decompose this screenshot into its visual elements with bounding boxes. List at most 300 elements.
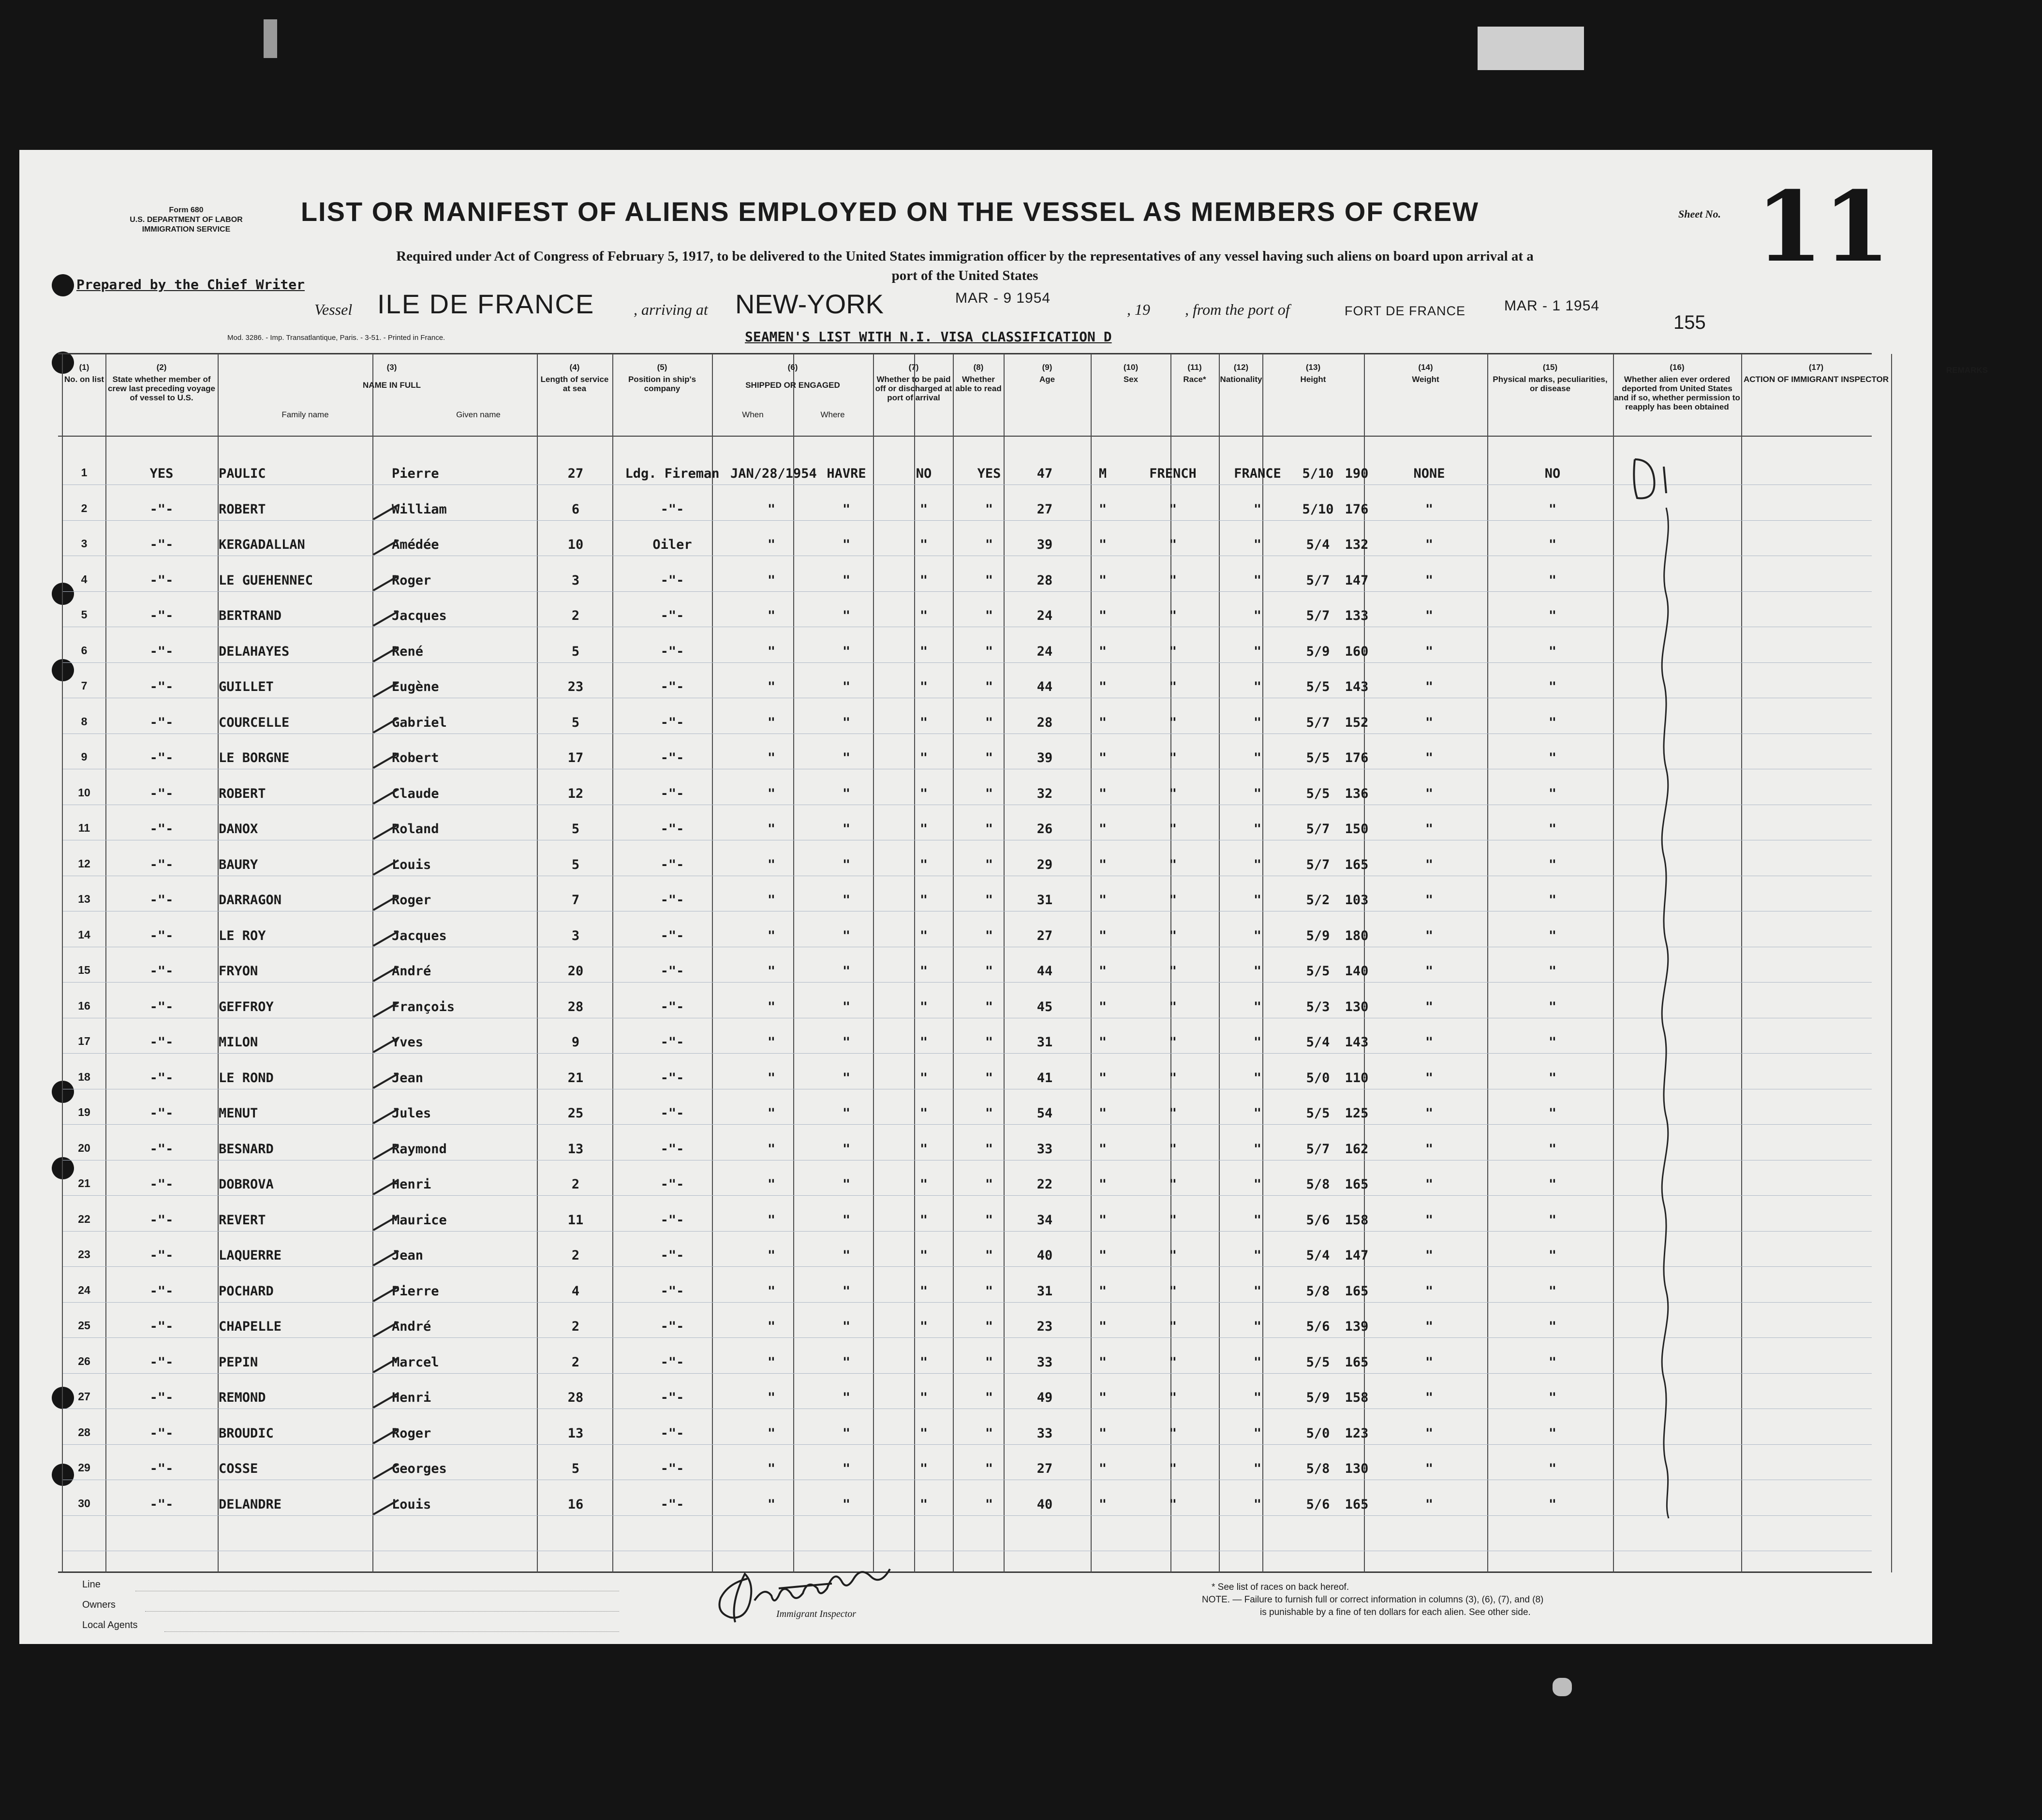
cell-when: " xyxy=(767,822,776,837)
check-mark-icon xyxy=(371,1498,400,1517)
cell-no: 6 xyxy=(81,644,88,657)
cell-sex: " xyxy=(1098,715,1107,730)
cell-marks: " xyxy=(1425,1248,1434,1263)
year-label: , 19 xyxy=(1127,301,1150,318)
cell-where: " xyxy=(842,964,851,979)
cell-prev: -"- xyxy=(149,1283,174,1299)
cell-race: " xyxy=(1169,1390,1177,1405)
cell-read: " xyxy=(985,537,993,552)
cell-weight: 160 xyxy=(1345,644,1369,659)
cell-race: " xyxy=(1169,1035,1177,1050)
check-mark-icon xyxy=(371,538,400,558)
cell-nationality: " xyxy=(1253,679,1262,694)
column-number: (5) xyxy=(657,363,667,372)
column-label: ACTION OF IMMIGRANT INSPECTOR xyxy=(1743,375,1889,384)
cell-service: 5 xyxy=(571,644,580,659)
from-port: FORT DE FRANCE xyxy=(1345,304,1466,318)
cell-prev: -"- xyxy=(149,501,174,517)
column-subheader: Given name xyxy=(456,410,501,419)
cell-position: -"- xyxy=(660,679,684,694)
cell-height: 5/10 xyxy=(1302,501,1334,517)
cell-service: 2 xyxy=(571,1248,580,1263)
cell-height: 5/7 xyxy=(1306,572,1330,588)
column-number: (3) xyxy=(386,363,397,372)
cell-given: Yves xyxy=(392,1035,424,1050)
cell-race: " xyxy=(1169,1497,1177,1512)
cell-nationality: " xyxy=(1253,572,1262,588)
cell-nationality: " xyxy=(1253,501,1262,517)
column-number: (15) xyxy=(1542,363,1558,372)
cell-deported: " xyxy=(1548,1283,1557,1299)
cell-position: -"- xyxy=(660,750,684,765)
cell-family: LE GUEHENNEC xyxy=(219,572,313,588)
cell-weight: 165 xyxy=(1345,1177,1369,1192)
header-rule xyxy=(58,353,1872,354)
cell-given: Louis xyxy=(392,857,431,872)
check-mark-icon xyxy=(371,1285,400,1304)
cell-marks: " xyxy=(1425,1425,1434,1441)
prepared-by: Prepared by the Chief Writer xyxy=(76,277,305,293)
owners-label: Owners xyxy=(82,1600,116,1610)
cell-deported: " xyxy=(1548,1177,1557,1192)
cell-height: 5/5 xyxy=(1306,1354,1330,1370)
form-number: Form 680 xyxy=(169,206,204,214)
cell-when: " xyxy=(767,1177,776,1192)
cell-service: 5 xyxy=(571,1461,580,1476)
check-mark-icon xyxy=(371,1071,400,1091)
cell-weight: 176 xyxy=(1345,501,1369,517)
cell-marks: " xyxy=(1425,822,1434,837)
cell-no: 27 xyxy=(78,1390,90,1403)
cell-sex: " xyxy=(1098,644,1107,659)
cell-height: 5/2 xyxy=(1306,893,1330,908)
cell-nationality: " xyxy=(1253,1141,1262,1157)
cell-given: Jean xyxy=(392,1070,424,1086)
cell-where: " xyxy=(842,1390,851,1405)
cell-age: 32 xyxy=(1036,786,1053,801)
check-mark-icon xyxy=(371,1249,400,1268)
requirement-line-2: port of the United States xyxy=(891,268,1038,283)
cell-service: 3 xyxy=(571,928,580,943)
cell-service: 12 xyxy=(567,786,584,801)
cell-family: LE ROND xyxy=(219,1070,274,1086)
cell-sex: " xyxy=(1098,786,1107,801)
cell-weight: 110 xyxy=(1345,1070,1369,1086)
cell-height: 5/8 xyxy=(1306,1177,1330,1192)
cell-age: 34 xyxy=(1036,1212,1053,1228)
cell-deported: NO xyxy=(1544,466,1561,481)
cell-marks: " xyxy=(1425,893,1434,908)
cell-when: " xyxy=(767,857,776,872)
cell-marks: " xyxy=(1425,857,1434,872)
cell-prev: -"- xyxy=(149,822,174,837)
cell-no: 5 xyxy=(81,608,88,621)
cell-paid-off: " xyxy=(919,537,928,552)
cell-position: -"- xyxy=(660,572,684,588)
check-mark-icon xyxy=(371,929,400,949)
cell-no: 7 xyxy=(81,679,88,692)
cell-position: -"- xyxy=(660,501,684,517)
cell-where: " xyxy=(842,1497,851,1512)
cell-deported: " xyxy=(1548,750,1557,765)
cell-race: " xyxy=(1169,1283,1177,1299)
check-mark-icon xyxy=(371,574,400,593)
cell-nationality: " xyxy=(1253,964,1262,979)
cell-age: 47 xyxy=(1036,466,1053,481)
column-label: Whether to be paid off or discharged at port of arrival xyxy=(875,375,952,402)
cell-read: " xyxy=(985,608,993,623)
cell-paid-off: " xyxy=(919,572,928,588)
cell-weight: 147 xyxy=(1345,1248,1369,1263)
check-mark-icon xyxy=(371,822,400,842)
cell-read: " xyxy=(985,822,993,837)
cell-position: -"- xyxy=(660,857,684,872)
cell-read: " xyxy=(985,1283,993,1299)
cell-height: 5/0 xyxy=(1306,1070,1330,1086)
cell-paid-off: " xyxy=(919,822,928,837)
column-number: (2) xyxy=(156,363,167,372)
cell-given: Henri xyxy=(392,1177,431,1192)
row-rule xyxy=(63,1444,1872,1445)
cell-deported: " xyxy=(1548,1035,1557,1050)
column-label: No. on list xyxy=(64,375,104,384)
cell-height: 5/7 xyxy=(1306,857,1330,872)
row-rule xyxy=(63,1266,1872,1267)
row-rule xyxy=(63,1337,1872,1338)
column-divider xyxy=(1170,354,1171,1572)
cell-height: 5/7 xyxy=(1306,822,1330,837)
cell-sex: " xyxy=(1098,501,1107,517)
cell-sex: M xyxy=(1098,466,1107,481)
column-number: (12) xyxy=(1233,363,1249,372)
column-divider xyxy=(1091,354,1092,1572)
cell-no: 4 xyxy=(81,572,88,586)
cell-no: 9 xyxy=(81,750,88,763)
cell-race: " xyxy=(1169,644,1177,659)
cell-sex: " xyxy=(1098,1212,1107,1228)
cell-marks: " xyxy=(1425,715,1434,730)
cell-weight: 130 xyxy=(1345,999,1369,1014)
cell-family: BAURY xyxy=(219,857,258,872)
cell-race: " xyxy=(1169,1212,1177,1228)
column-header xyxy=(1742,363,1890,384)
cell-weight: 125 xyxy=(1345,1106,1369,1121)
check-mark-icon xyxy=(371,1320,400,1339)
department-name: U.S. DEPARTMENT OF LABOR xyxy=(130,216,243,224)
cell-read: " xyxy=(985,501,993,517)
cell-nationality: " xyxy=(1253,1212,1262,1228)
cell-deported: " xyxy=(1548,1425,1557,1441)
check-mark-icon xyxy=(371,1107,400,1126)
column-label: NAME IN FULL xyxy=(363,381,421,390)
row-rule xyxy=(63,1053,1872,1054)
cell-paid-off: " xyxy=(919,1106,928,1121)
cell-position: -"- xyxy=(660,928,684,943)
cell-marks: " xyxy=(1425,964,1434,979)
check-mark-icon xyxy=(371,1214,400,1233)
cell-given: André xyxy=(392,1319,431,1334)
column-header xyxy=(1092,363,1170,384)
cell-age: 33 xyxy=(1036,1141,1053,1157)
cell-paid-off: " xyxy=(919,1035,928,1050)
cell-marks: " xyxy=(1425,1461,1434,1476)
sheet-number: 11 xyxy=(1756,170,1891,284)
cell-action xyxy=(1614,452,1740,474)
cell-height: 5/5 xyxy=(1306,750,1330,765)
cell-read: " xyxy=(985,1354,993,1370)
cell-age: 24 xyxy=(1036,644,1053,659)
cell-nationality: " xyxy=(1253,1177,1262,1192)
cell-where: " xyxy=(842,1248,851,1263)
cell-read: " xyxy=(985,1248,993,1263)
cell-no: 19 xyxy=(78,1106,90,1118)
cell-position: -"- xyxy=(660,1035,684,1050)
cell-service: 13 xyxy=(567,1141,584,1157)
cell-family: DARRAGON xyxy=(219,893,282,908)
cell-service: 5 xyxy=(571,715,580,730)
cell-when: JAN/28/1954 xyxy=(730,466,817,481)
cell-prev: -"- xyxy=(149,572,174,588)
cell-prev: -"- xyxy=(149,1141,174,1157)
cell-race: " xyxy=(1169,857,1177,872)
cell-nationality: " xyxy=(1253,1354,1262,1370)
cell-prev: -"- xyxy=(149,537,174,552)
cell-sex: " xyxy=(1098,1106,1107,1121)
cell-service: 7 xyxy=(571,893,580,908)
cell-family: BROUDIC xyxy=(219,1425,274,1441)
check-mark-icon xyxy=(371,716,400,735)
column-label: Physical marks, peculiarities, or disease xyxy=(1493,375,1608,393)
column-subheader: Family name xyxy=(281,410,329,419)
cell-paid-off: " xyxy=(919,1141,928,1157)
cell-nationality: FRANCE xyxy=(1234,466,1281,481)
check-mark-icon xyxy=(371,965,400,984)
cell-height: 5/0 xyxy=(1306,1425,1330,1441)
arrival-date: MAR - 9 1954 xyxy=(955,290,1051,306)
cell-family: MILON xyxy=(219,1035,258,1050)
cell-weight: 143 xyxy=(1345,1035,1369,1050)
cell-given: Marcel xyxy=(392,1354,439,1370)
cell-weight: 143 xyxy=(1345,679,1369,694)
cell-position: -"- xyxy=(660,999,684,1014)
cell-age: 44 xyxy=(1036,964,1053,979)
cell-position: -"- xyxy=(660,1354,684,1370)
cell-read: " xyxy=(985,679,993,694)
cell-given: François xyxy=(392,999,455,1014)
check-mark-icon xyxy=(371,1356,400,1375)
cell-position: -"- xyxy=(660,822,684,837)
cell-where: " xyxy=(842,1354,851,1370)
cell-family: CHAPELLE xyxy=(219,1319,282,1334)
line-label: Line xyxy=(82,1579,101,1590)
cell-where: " xyxy=(842,857,851,872)
cell-sex: " xyxy=(1098,1497,1107,1512)
cell-no: 15 xyxy=(78,964,90,976)
cell-prev: -"- xyxy=(149,857,174,872)
cell-paid-off: " xyxy=(919,1319,928,1334)
cell-when: " xyxy=(767,1035,776,1050)
cell-marks: NONE xyxy=(1413,466,1445,481)
cell-nationality: " xyxy=(1253,1425,1262,1441)
column-divider xyxy=(372,354,373,1572)
column-header xyxy=(63,363,105,384)
cell-height: 5/4 xyxy=(1306,1248,1330,1263)
check-mark-icon xyxy=(371,858,400,878)
cell-age: 54 xyxy=(1036,1106,1053,1121)
cell-when: " xyxy=(767,893,776,908)
cell-sex: " xyxy=(1098,572,1107,588)
cell-height: 5/6 xyxy=(1306,1212,1330,1228)
row-rule xyxy=(63,484,1872,485)
cell-where: " xyxy=(842,786,851,801)
cell-deported: " xyxy=(1548,572,1557,588)
row-rule xyxy=(63,1231,1872,1232)
cell-service: 28 xyxy=(567,1390,584,1405)
cell-where: " xyxy=(842,572,851,588)
column-divider xyxy=(1262,354,1263,1572)
paper-scrap-right xyxy=(1478,27,1584,70)
column-header xyxy=(106,363,217,402)
cell-paid-off: " xyxy=(919,1212,928,1228)
header-rule xyxy=(58,436,1872,437)
column-label: State whether member of crew last preceding voyage of vessel to U.S. xyxy=(107,375,216,402)
cell-when: " xyxy=(767,1354,776,1370)
cell-nationality: " xyxy=(1253,1248,1262,1263)
cell-weight: 123 xyxy=(1345,1425,1369,1441)
cell-where: " xyxy=(842,1461,851,1476)
cell-paid-off: " xyxy=(919,1497,928,1512)
cell-service: 11 xyxy=(567,1212,584,1228)
column-divider xyxy=(62,354,63,1572)
cell-nationality: " xyxy=(1253,608,1262,623)
cell-no: 16 xyxy=(78,999,90,1012)
cell-read: " xyxy=(985,572,993,588)
cell-deported: " xyxy=(1548,999,1557,1014)
cell-sex: " xyxy=(1098,857,1107,872)
column-subheader: When xyxy=(742,410,764,419)
cell-service: 2 xyxy=(571,1354,580,1370)
column-number: (14) xyxy=(1418,363,1433,372)
cell-paid-off: " xyxy=(919,893,928,908)
row-rule xyxy=(63,1373,1872,1374)
column-label: Whether able to read xyxy=(955,375,1002,393)
cell-when: " xyxy=(767,1212,776,1228)
cell-when: " xyxy=(767,750,776,765)
cell-age: 24 xyxy=(1036,608,1053,623)
cell-sex: " xyxy=(1098,1461,1107,1476)
cell-service: 23 xyxy=(567,679,584,694)
cell-read: " xyxy=(985,750,993,765)
cell-race: " xyxy=(1169,1177,1177,1192)
check-mark-icon xyxy=(371,894,400,913)
cell-given: Robert xyxy=(392,750,439,765)
cell-height: 5/7 xyxy=(1306,1141,1330,1157)
cell-sex: " xyxy=(1098,999,1107,1014)
column-header xyxy=(1365,363,1486,384)
column-divider xyxy=(1487,354,1488,1572)
cell-marks: " xyxy=(1425,501,1434,517)
column-divider xyxy=(914,354,915,1572)
cell-prev: -"- xyxy=(149,715,174,730)
cell-read: " xyxy=(985,999,993,1014)
cell-sex: " xyxy=(1098,822,1107,837)
cell-family: GUILLET xyxy=(219,679,274,694)
cell-read: " xyxy=(985,644,993,659)
cell-marks: " xyxy=(1425,1283,1434,1299)
cell-nationality: " xyxy=(1253,1070,1262,1086)
cell-age: 33 xyxy=(1036,1354,1053,1370)
cell-height: 5/7 xyxy=(1306,608,1330,623)
cell-where: " xyxy=(842,822,851,837)
cell-no: 21 xyxy=(78,1177,90,1189)
vessel-name: ILE DE FRANCE xyxy=(377,289,595,319)
cell-position: -"- xyxy=(660,1141,684,1157)
cell-service: 5 xyxy=(571,822,580,837)
cell-paid-off: " xyxy=(919,608,928,623)
cell-when: " xyxy=(767,1283,776,1299)
cell-weight: 190 xyxy=(1345,466,1369,481)
cell-marks: " xyxy=(1425,1354,1434,1370)
cell-age: 45 xyxy=(1036,999,1053,1014)
cell-sex: " xyxy=(1098,1177,1107,1192)
cell-prev: -"- xyxy=(149,1461,174,1476)
cell-read: " xyxy=(985,1425,993,1441)
cell-age: 33 xyxy=(1036,1425,1053,1441)
cell-where: " xyxy=(842,644,851,659)
cell-weight: 139 xyxy=(1345,1319,1369,1334)
cell-position: -"- xyxy=(660,893,684,908)
cell-age: 31 xyxy=(1036,1283,1053,1299)
cell-marks: " xyxy=(1425,679,1434,694)
row-rule xyxy=(63,1515,1872,1516)
cell-deported: " xyxy=(1548,1354,1557,1370)
cell-race: " xyxy=(1169,1106,1177,1121)
cell-prev: -"- xyxy=(149,644,174,659)
service-name: IMMIGRATION SERVICE xyxy=(142,225,231,234)
cell-deported: " xyxy=(1548,1248,1557,1263)
column-divider xyxy=(1004,354,1005,1572)
races-note: * See list of races on back hereof. xyxy=(1212,1582,1349,1592)
cell-when: " xyxy=(767,928,776,943)
cell-no: 14 xyxy=(78,928,90,941)
cell-prev: -"- xyxy=(149,999,174,1014)
cell-sex: " xyxy=(1098,1035,1107,1050)
column-label: Position in ship's company xyxy=(628,375,696,393)
binder-hole xyxy=(52,583,74,605)
column-divider xyxy=(1219,354,1220,1572)
cell-marks: " xyxy=(1425,1070,1434,1086)
cell-height: 5/9 xyxy=(1306,644,1330,659)
cell-no: 29 xyxy=(78,1461,90,1474)
cell-no: 26 xyxy=(78,1354,90,1367)
cell-sex: " xyxy=(1098,1070,1107,1086)
cell-when: " xyxy=(767,1070,776,1086)
cell-marks: " xyxy=(1425,1319,1434,1334)
cell-where: " xyxy=(842,1319,851,1334)
cell-given: Louis xyxy=(392,1497,431,1512)
cell-weight: 152 xyxy=(1345,715,1369,730)
cell-race: " xyxy=(1169,1319,1177,1334)
cell-weight: 136 xyxy=(1345,786,1369,801)
cell-read: " xyxy=(985,786,993,801)
cell-when: " xyxy=(767,999,776,1014)
cell-sex: " xyxy=(1098,1390,1107,1405)
column-header xyxy=(1263,363,1363,384)
check-mark-icon xyxy=(371,680,400,700)
cell-marks: " xyxy=(1425,928,1434,943)
cell-nationality: " xyxy=(1253,750,1262,765)
ditto-wavy-line xyxy=(1662,508,1669,1518)
